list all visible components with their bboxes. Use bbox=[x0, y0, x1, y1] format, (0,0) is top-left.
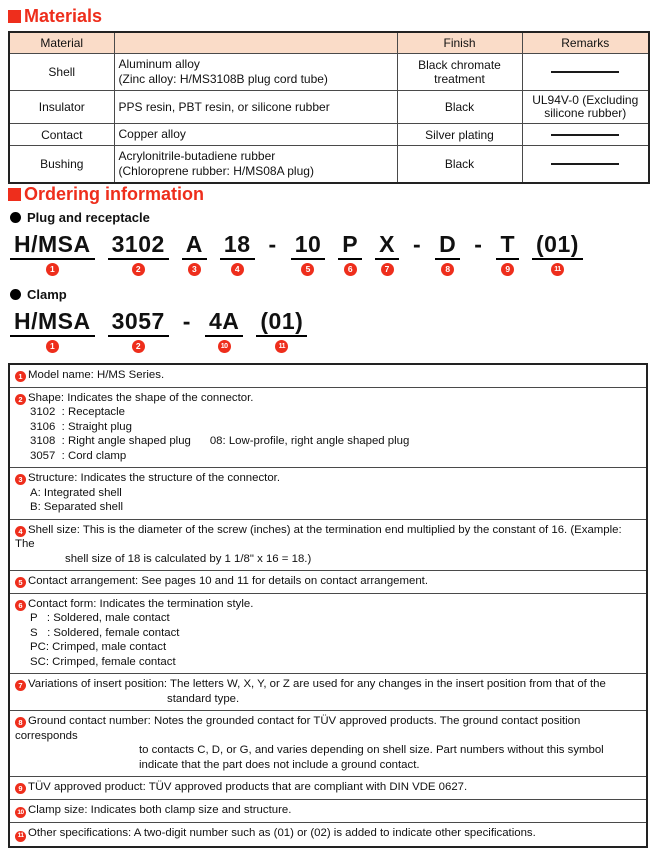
ordering-section-title bbox=[8, 184, 648, 204]
ordering-notes-table bbox=[8, 363, 648, 848]
segment-number-badge: 3 bbox=[188, 263, 201, 276]
materials-header-row bbox=[9, 32, 649, 54]
note-line bbox=[15, 471, 640, 486]
note-text: Contact form: Indicates the termination style. bbox=[28, 597, 254, 610]
note-line: A: Integrated shell bbox=[30, 486, 122, 499]
part-number-segment bbox=[435, 231, 460, 276]
note-text: Model name: H/MS Series. bbox=[28, 369, 165, 381]
composition-line: PPS resin, PBT resin, or silicone rubber bbox=[118, 99, 330, 114]
note-line: to contacts C, D, or G, and varies depending on shell size. Part numbers without this symbol bbox=[139, 744, 604, 756]
note-line bbox=[15, 826, 640, 842]
segment-text: 3102 bbox=[108, 231, 169, 260]
note-number-badge: 5 bbox=[15, 577, 26, 588]
note-row-shape bbox=[9, 387, 647, 468]
bullet-icon bbox=[10, 289, 21, 300]
remarks-cell: UL94V-0 (Excluding silicone rubber) bbox=[522, 91, 649, 124]
note-line: P : Soldered, male contact bbox=[30, 612, 170, 624]
note-number-badge: 3 bbox=[15, 474, 26, 485]
note-row-structure bbox=[9, 468, 647, 520]
segment-text: A bbox=[182, 231, 207, 260]
segment-text: P bbox=[338, 231, 362, 260]
note-line: 3106 : Straight plug bbox=[30, 420, 132, 433]
part-number-segment bbox=[256, 308, 307, 353]
note-number-badge: 1 bbox=[15, 371, 26, 382]
section-square-icon bbox=[8, 10, 21, 23]
note-text: Structure: Indicates the structure of the connector. bbox=[28, 472, 280, 484]
note-line: PC: Crimped, male contact bbox=[30, 641, 167, 653]
part-number-segment bbox=[182, 231, 207, 276]
segment-number-badge: 6 bbox=[344, 263, 357, 276]
note-row-clamp-size bbox=[9, 799, 647, 823]
note-line: S : Soldered, female contact bbox=[30, 626, 180, 639]
part-number-separator bbox=[473, 231, 483, 257]
segment-number-badge: 2 bbox=[132, 340, 145, 353]
section-square-icon bbox=[8, 188, 21, 201]
note-line bbox=[15, 714, 640, 743]
segment-number-badge: 5 bbox=[301, 263, 314, 276]
clamp-part-number bbox=[10, 308, 648, 353]
segment-number-badge: 2 bbox=[132, 263, 145, 276]
table-row-shell bbox=[9, 54, 649, 91]
bullet-icon bbox=[10, 212, 21, 223]
column-header-remarks: Remarks bbox=[522, 32, 649, 54]
note-row-contact-arrangement bbox=[9, 571, 647, 594]
note-number-badge: 4 bbox=[15, 526, 26, 537]
note-line bbox=[15, 780, 640, 795]
column-header-finish: Finish bbox=[397, 32, 522, 54]
note-row-ground-contact bbox=[9, 711, 647, 777]
dash-line bbox=[551, 163, 619, 165]
segment-text: 10 bbox=[291, 231, 326, 260]
note-number-badge: 8 bbox=[15, 717, 26, 728]
material-name: Contact bbox=[9, 124, 114, 146]
note-number-badge: 2 bbox=[15, 394, 26, 405]
note-line bbox=[15, 574, 640, 589]
segment-number-badge: 7 bbox=[381, 263, 394, 276]
note-line: SC: Crimped, female contact bbox=[30, 655, 176, 668]
composition-line: (Chloroprene rubber: H/MS08A plug) bbox=[118, 164, 314, 178]
segment-number-badge: 4 bbox=[231, 263, 244, 276]
table-row-bushing bbox=[9, 146, 649, 184]
note-text: TÜV approved product: TÜV approved products that are compliant with DIN VDE 0627. bbox=[28, 781, 468, 793]
note-row-insert-position bbox=[9, 674, 647, 711]
remarks-cell bbox=[522, 124, 649, 146]
note-row-tuv-approved bbox=[9, 777, 647, 800]
note-line bbox=[15, 597, 640, 612]
separator-dash: - bbox=[182, 308, 191, 334]
note-number-badge: 9 bbox=[15, 783, 26, 794]
note-number-badge: 7 bbox=[15, 680, 26, 691]
note-line bbox=[15, 368, 640, 383]
segment-number-badge: 10 bbox=[218, 340, 231, 353]
note-number-badge: 6 bbox=[15, 600, 26, 611]
remarks-cell bbox=[522, 146, 649, 184]
materials-section-title bbox=[8, 6, 648, 26]
segment-text: 18 bbox=[220, 231, 255, 260]
note-line: B: Separated shell bbox=[30, 501, 124, 513]
material-composition bbox=[114, 124, 397, 146]
part-number-segment bbox=[108, 308, 169, 353]
note-line: shell size of 18 is calculated by 1 1/8" x 16 = 18.) bbox=[65, 552, 312, 565]
segment-number-badge: 1 bbox=[46, 340, 59, 353]
note-line: 3057 : Cord clamp bbox=[30, 449, 127, 462]
finish-value: Black bbox=[397, 146, 522, 184]
composition-line: Aluminum alloy bbox=[118, 57, 200, 71]
segment-text: (01) bbox=[256, 308, 307, 337]
part-number-segment bbox=[338, 231, 362, 276]
part-number-segment bbox=[496, 231, 519, 276]
note-row-other-specs bbox=[9, 823, 647, 847]
separator-dash: - bbox=[268, 231, 277, 257]
segment-number-badge: 9 bbox=[501, 263, 514, 276]
segment-text: 3057 bbox=[108, 308, 169, 337]
note-line bbox=[15, 803, 640, 819]
note-text: Ground contact number: Notes the grounded contact for TÜV approved products. The ground contact position corresponds bbox=[15, 715, 584, 742]
segment-text: D bbox=[435, 231, 460, 260]
finish-value: Black bbox=[397, 91, 522, 124]
note-line bbox=[15, 677, 640, 692]
material-composition bbox=[114, 91, 397, 124]
part-number-segment bbox=[220, 231, 255, 276]
finish-value: Black chromate treatment bbox=[397, 54, 522, 91]
separator-dash: - bbox=[474, 231, 483, 257]
segment-text: H/MSA bbox=[10, 308, 95, 337]
segment-number-badge: 11 bbox=[551, 263, 564, 276]
dash-line bbox=[551, 71, 619, 73]
note-line bbox=[15, 391, 640, 406]
note-text: Shape: Indicates the shape of the connector. bbox=[28, 391, 254, 404]
note-text: Contact arrangement: See pages 10 and 11 for details on contact arrangement. bbox=[28, 575, 428, 587]
note-line: indicate that the part does not include a ground contact. bbox=[139, 758, 420, 771]
material-name: Insulator bbox=[9, 91, 114, 124]
plug-label: Plug and receptacle bbox=[27, 209, 150, 225]
note-line: 3108 : Right angle shaped plug 08: Low-profile, right angle shaped plug bbox=[30, 435, 410, 447]
plug-part-number bbox=[10, 231, 648, 276]
dash-line bbox=[551, 134, 619, 136]
note-text: Shell size: This is the diameter of the screw (inches) at the termination end multiplied by the constant of 16. (Example: The bbox=[15, 523, 625, 550]
note-row-model-name bbox=[9, 364, 647, 387]
part-number-segment bbox=[205, 308, 243, 353]
column-header-material: Material bbox=[9, 32, 114, 54]
finish-value: Silver plating bbox=[397, 124, 522, 146]
segment-text: T bbox=[496, 231, 519, 260]
note-row-shell-size bbox=[9, 519, 647, 571]
table-row-insulator bbox=[9, 91, 649, 124]
part-number-segment bbox=[291, 231, 326, 276]
segment-text: H/MSA bbox=[10, 231, 95, 260]
note-line: standard type. bbox=[167, 692, 240, 705]
clamp-label: Clamp bbox=[27, 286, 67, 302]
table-row-contact bbox=[9, 124, 649, 146]
material-composition bbox=[114, 146, 397, 184]
composition-line: Acrylonitrile-butadiene rubber bbox=[118, 149, 276, 163]
clamp-subsection-label bbox=[10, 286, 648, 302]
plug-subsection-label bbox=[10, 209, 648, 225]
note-line bbox=[15, 523, 640, 552]
material-composition bbox=[114, 54, 397, 91]
segment-text: 4A bbox=[205, 308, 243, 337]
segment-text: X bbox=[375, 231, 399, 260]
materials-table bbox=[8, 31, 650, 184]
segment-number-badge: 11 bbox=[275, 340, 288, 353]
column-header-description bbox=[114, 32, 397, 54]
part-number-segment bbox=[108, 231, 169, 276]
note-row-contact-form bbox=[9, 593, 647, 674]
segment-text: (01) bbox=[532, 231, 583, 260]
part-number-segment bbox=[532, 231, 583, 276]
note-text: Clamp size: Indicates both clamp size and structure. bbox=[28, 803, 292, 816]
note-number-badge: 11 bbox=[15, 831, 26, 842]
note-number-badge: 10 bbox=[15, 807, 26, 818]
ordering-title-text: Ordering information bbox=[24, 184, 204, 204]
composition-line: (Zinc alloy: H/MS3108B plug cord tube) bbox=[118, 72, 328, 86]
material-name: Bushing bbox=[9, 146, 114, 184]
note-line: 3102 : Receptacle bbox=[30, 406, 125, 418]
part-number-separator bbox=[268, 231, 278, 257]
segment-number-badge: 1 bbox=[46, 263, 59, 276]
remarks-cell bbox=[522, 54, 649, 91]
part-number-segment bbox=[10, 231, 95, 276]
materials-title-text: Materials bbox=[24, 6, 103, 26]
part-number-segment bbox=[10, 308, 95, 353]
note-text: Other specifications: A two-digit number such as (01) or (02) is added to indicate other specifications. bbox=[28, 827, 536, 840]
segment-number-badge: 8 bbox=[441, 263, 454, 276]
part-number-segment bbox=[375, 231, 399, 276]
note-text: Variations of insert position: The letters W, X, Y, or Z are used for any changes in the insert position from that of the bbox=[28, 678, 606, 690]
part-number-separator bbox=[412, 231, 422, 257]
composition-line: Copper alloy bbox=[118, 127, 186, 141]
separator-dash: - bbox=[412, 231, 422, 257]
material-name: Shell bbox=[9, 54, 114, 91]
part-number-separator bbox=[182, 308, 192, 334]
